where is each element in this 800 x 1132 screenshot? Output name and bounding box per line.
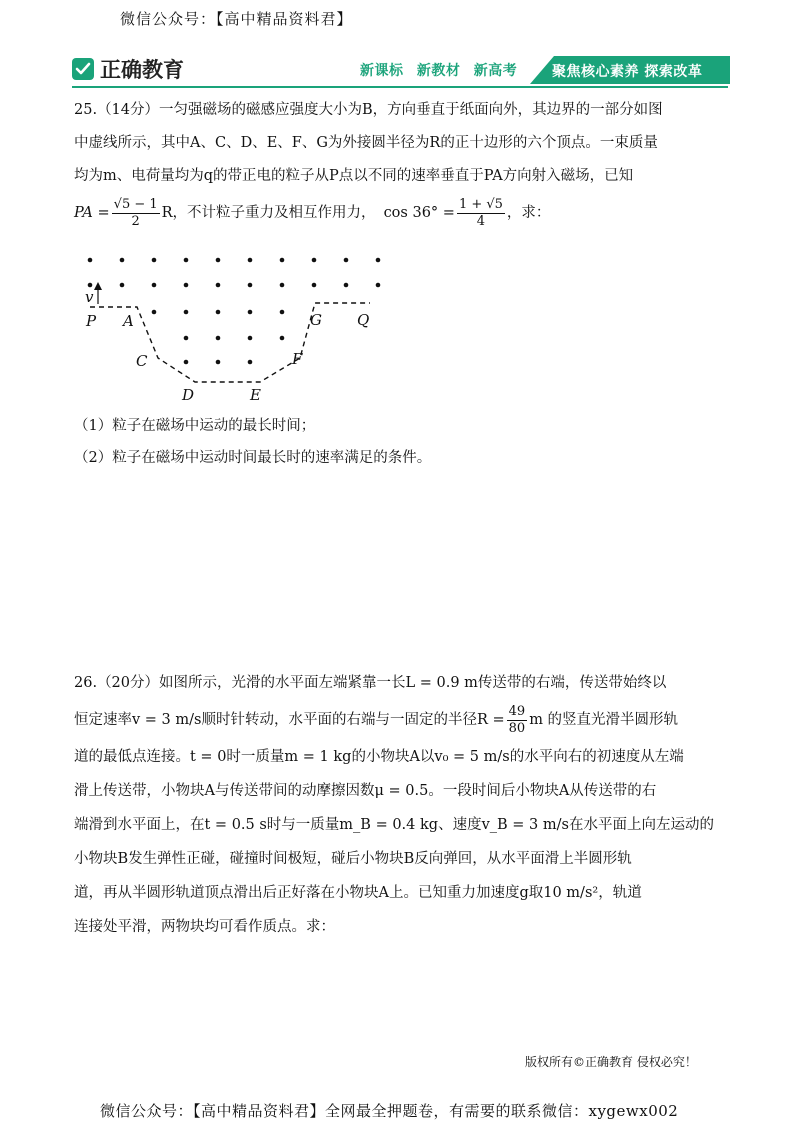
slogan-3: 新高考 [473, 63, 518, 79]
cos-fraction: $\frac{1 + √5}{4}$ [458, 196, 503, 229]
check-icon [72, 58, 94, 80]
velocity-arrowhead [94, 282, 102, 290]
label-F: F [292, 350, 303, 368]
label-C: C [136, 352, 148, 370]
q25-text [74, 94, 734, 233]
q25-line3: 均为m、电荷量均为q的带正电的粒子从P点以不同的速率垂直于PA方向射入磁场，已知 [74, 168, 634, 184]
pa-fraction: $\frac{√5 - 1}{2}$ [113, 196, 158, 229]
q26-line4: 滑上传送带，小物块A与传送带间的动摩擦因数μ = 0.5。一段时间后小物块A从传送带的右 [74, 783, 657, 799]
q26-line8: 连接处平滑，两物块均可看作质点。求： [74, 919, 335, 935]
label-G: G [310, 311, 322, 329]
label-D: D [182, 386, 195, 404]
magnetic-field-diagram [70, 240, 400, 410]
copyright-notice: 版权所有©正确教育 侵权必究！ [525, 1055, 697, 1069]
header-banner-text: 聚焦核心素养 探索改革 [552, 64, 703, 80]
brand-logo [72, 54, 184, 84]
logo-text: 正确教育 [100, 58, 184, 82]
label-A: A [123, 312, 134, 330]
q26-text [74, 666, 734, 944]
slogan-group [360, 60, 525, 80]
q25-line4: PA = $\frac{√5 - 1}{2}$ R，不计粒子重力及相互作用力， cos 36° = $\frac{1 + √5}{4}$ ，求： [74, 196, 551, 229]
q25-line1: 25.（14分）一匀强磁场的磁感应强度大小为B，方向垂直于纸面向外，其边界的一部分如图 [74, 102, 663, 118]
field-dots [88, 258, 381, 365]
bottom-banner: 微信公众号：【高中精品资料君】全网最全押题卷，有需要的联系微信：xygewx002 [100, 1102, 679, 1120]
slogan-1: 新课标 [360, 63, 404, 79]
q26-line6: 小物块B发生弹性正碰，碰撞时间极短，碰后小物块B反向弹回，从水平面滑上半圆形轨 [74, 851, 632, 867]
label-v: v [85, 288, 94, 306]
q26-line2: 恒定速率v = 3 m/s顺时针转动，水平面的右端与一固定的半径R = $\frac{49}{80}$ m 的竖直光滑半圆形轨 [74, 703, 679, 736]
q26-line3: 道的最低点连接。t = 0时一质量m = 1 kg的小物块A以v₀ = 5 m/s的水平向右的初速度从左端 [74, 749, 684, 765]
q25-line2: 中虚线所示，其中A、C、D、E、F、G为外接圆半径为R的正十边形的六个顶点。一束质量 [74, 135, 658, 151]
q26-line5: 端滑到水平面上，在t = 0.5 s时与一质量m_B = 0.4 kg、速度v_B = 3 m/s在水平面上向左运动的 [74, 817, 714, 833]
header-divider [72, 86, 728, 88]
label-E: E [250, 386, 261, 404]
r-fraction: $\frac{49}{80}$ [508, 703, 526, 736]
q25-sub1: （1）粒子在磁场中运动的最长时间； [74, 418, 316, 434]
q26-line7: 道，再从半圆形轨道顶点滑出后正好落在小物块A上。已知重力加速度g取10 m/s²，轨道 [74, 885, 642, 901]
slogan-2: 新教材 [416, 63, 461, 79]
q25-sub2: （2）粒子在磁场中运动时间最长时的速率满足的条件。 [74, 450, 432, 466]
label-Q: Q [357, 311, 370, 329]
label-P: P [86, 312, 97, 330]
top-banner: 微信公众号：【高中精品资料君】 [120, 10, 353, 28]
q26-line1: 26.（20分）如图所示，光滑的水平面左端紧靠一长L = 0.9 m传送带的右端，传送带始终以 [74, 675, 667, 691]
